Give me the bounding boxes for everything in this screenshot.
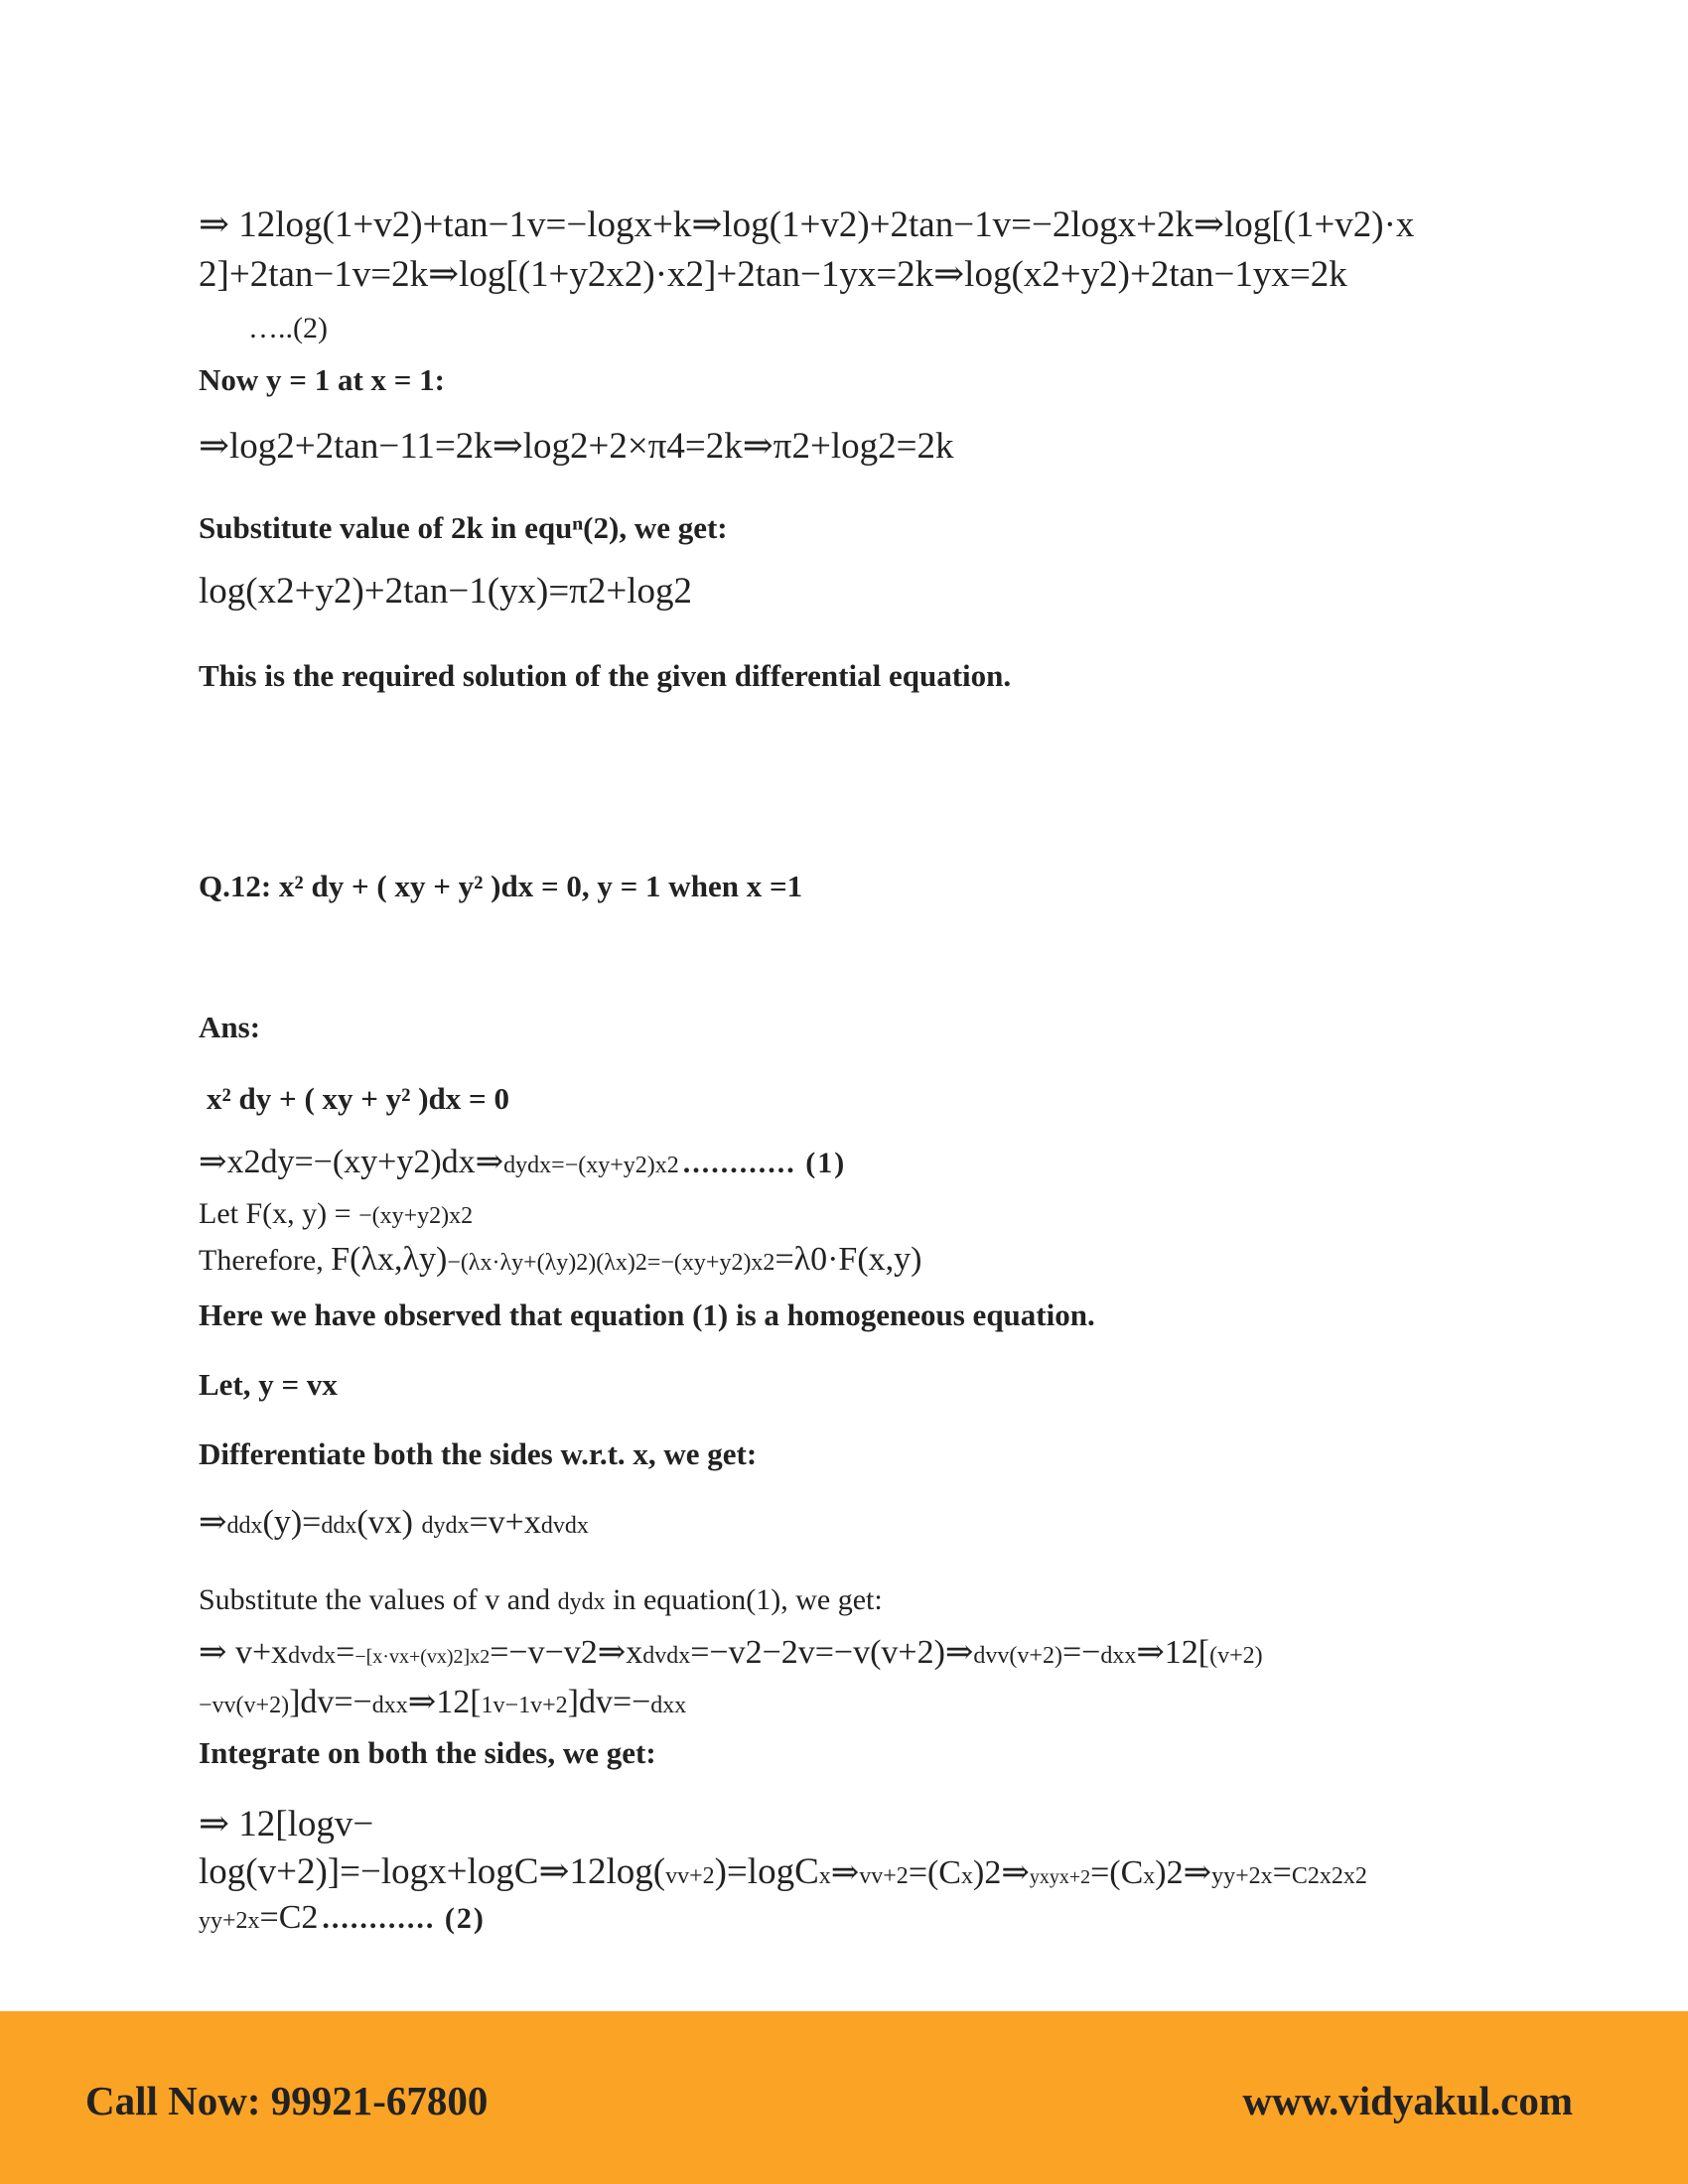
i2-j: yxyx+2 [1029, 1866, 1091, 1888]
i3-b: =C2 [259, 1899, 319, 1936]
d-frac-2: ddx [321, 1513, 357, 1539]
conclusion-text: This is the required solution of the given differential equation. [199, 658, 1012, 693]
d-y: (y)= [262, 1504, 322, 1541]
math-line-2: 2]+2tan−1v=2k⇒log[(1+y2x2)·x2]+2tan−1yx=2k⇒log(x2+y2)+2tan−1yx=2k [199, 254, 1347, 295]
i2-m: )2⇒ [1155, 1854, 1212, 1891]
therefore-text: Therefore, [199, 1244, 332, 1277]
s1-l: (v+2) [1209, 1643, 1263, 1669]
answer-label: Ans: [199, 1010, 261, 1044]
d-frac-1: ddx [226, 1513, 263, 1539]
therefore-f: F(λx,λy) [331, 1241, 448, 1278]
particular-solution: log(x2+y2)+2tan−1(yx)=π2+log2 [199, 571, 693, 612]
s2-b: ]dv=− [289, 1684, 372, 1720]
i2-e: ⇒ [830, 1854, 860, 1891]
question-12: Q.12: x² dy + ( xy + y² )dx = 0, y = 1 when x =1 [199, 869, 803, 903]
s2-d: ⇒12[ [407, 1684, 482, 1720]
equation-number-2: …..(2) [248, 312, 328, 344]
i2-o: = [1272, 1854, 1292, 1891]
i2-i: )2⇒ [973, 1854, 1030, 1891]
let-y-vx: Let, y = vx [199, 1367, 338, 1402]
integrate-heading: Integrate on both the sides, we get: [199, 1735, 656, 1770]
eq1-label: ............ (1) [682, 1147, 847, 1179]
therefore-fraction: −(λx·λy+(λy)2)(λx)2=−(xy+y2)x2 [447, 1250, 775, 1276]
s1-g: =−v2−2v=−v(v+2)⇒ [690, 1634, 974, 1671]
s2-f: ]dv=− [567, 1684, 651, 1720]
homogeneous-note: Here we have observed that equation (1) is a homogeneous equation. [199, 1297, 1095, 1332]
integration-line-2 [199, 1849, 1367, 1893]
s1-d: −[x·vx+(vx)2]x2 [354, 1646, 491, 1668]
i2-f: vv+2 [859, 1863, 909, 1889]
i2-d: x [818, 1863, 831, 1889]
math-line-k: ⇒log2+2tan−11=2k⇒log2+2×π4=2k⇒π2+log2=2k [199, 426, 954, 467]
s1-c: = [336, 1634, 355, 1671]
d-eq: =v+x [469, 1504, 541, 1541]
eq1-part-a: ⇒x2dy=−(xy+y2)dx⇒ [199, 1144, 504, 1180]
let-f-fraction: −(xy+y2)x2 [358, 1203, 474, 1229]
therefore-result: =λ0·F(x,y) [774, 1241, 922, 1278]
i3-label: ............ (2) [322, 1902, 486, 1935]
differentiate-heading: Differentiate both the sides w.r.t. x, we get: [199, 1436, 758, 1471]
derivative-line [199, 1502, 589, 1542]
s2-a: −vv(v+2) [199, 1693, 290, 1718]
sub-text-a: Substitute the values of v and [199, 1583, 558, 1616]
substitute-line [199, 1583, 883, 1617]
i2-p: C2x2x2 [1291, 1863, 1367, 1889]
s1-e: =−v−v2⇒x [490, 1634, 643, 1671]
i2-c: )=logC [714, 1851, 819, 1892]
s1-i: =− [1061, 1634, 1101, 1671]
math-line-1: ⇒ 12log(1+v2)+tan−1v=−logx+k⇒log(1+v2)+2tan−1v=−2logx+2k⇒log[(1+v2)·x [199, 205, 1415, 245]
d-arrow: ⇒ [199, 1504, 227, 1541]
therefore-line [199, 1241, 921, 1279]
website-link[interactable]: www.vidyakul.com [1242, 2078, 1573, 2123]
d-vx: (vx) [356, 1504, 422, 1541]
call-now-text[interactable]: Call Now: 99921-67800 [85, 2078, 489, 2123]
s1-k: ⇒12[ [1136, 1634, 1210, 1671]
let-f-text: Let F(x, y) = [199, 1197, 359, 1230]
i3-a: yy+2x [199, 1908, 260, 1934]
separation-line-1 [199, 1632, 1263, 1672]
integration-line-1: ⇒ 12[logv− [199, 1804, 374, 1844]
separation-line-2 [199, 1682, 686, 1721]
let-f-line [199, 1197, 473, 1231]
i2-l: x [1143, 1863, 1156, 1889]
i2-k: =(C [1090, 1854, 1144, 1891]
s1-h: dvv(v+2) [973, 1643, 1062, 1669]
given-equation: x² dy + ( xy + y² )dx = 0 [207, 1081, 509, 1116]
condition-heading: Now y = 1 at x = 1: [199, 362, 445, 397]
s1-a: ⇒ v+x [199, 1634, 289, 1671]
footer-banner [0, 2011, 1688, 2184]
i2-a: log(v+2)]=−logx+logC⇒12log( [199, 1851, 666, 1892]
substitute-heading: Substitute value of 2k in equⁿ(2), we get: [199, 510, 728, 545]
eq1-fraction: dydx=−(xy+y2)x2 [503, 1153, 679, 1178]
i2-n: yy+2x [1211, 1863, 1273, 1889]
sub-text-c: in equation(1), we get: [605, 1583, 883, 1616]
integration-line-3 [199, 1899, 486, 1937]
s1-b: dvdx [288, 1643, 337, 1669]
s1-f: dvdx [642, 1643, 691, 1669]
i2-b: vv+2 [665, 1863, 715, 1889]
d-frac-4: dvdx [540, 1513, 589, 1539]
s2-g: dxx [650, 1693, 687, 1718]
s1-j: dxx [1100, 1643, 1137, 1669]
d-frac-3: dydx [421, 1513, 470, 1539]
math-line-eq1 [199, 1142, 846, 1181]
sub-frac: dydx [557, 1589, 606, 1615]
s2-c: dxx [371, 1693, 408, 1718]
i2-g: =(C [908, 1854, 961, 1891]
s2-e: 1v−1v+2 [481, 1693, 568, 1718]
i2-h: x [961, 1863, 973, 1889]
